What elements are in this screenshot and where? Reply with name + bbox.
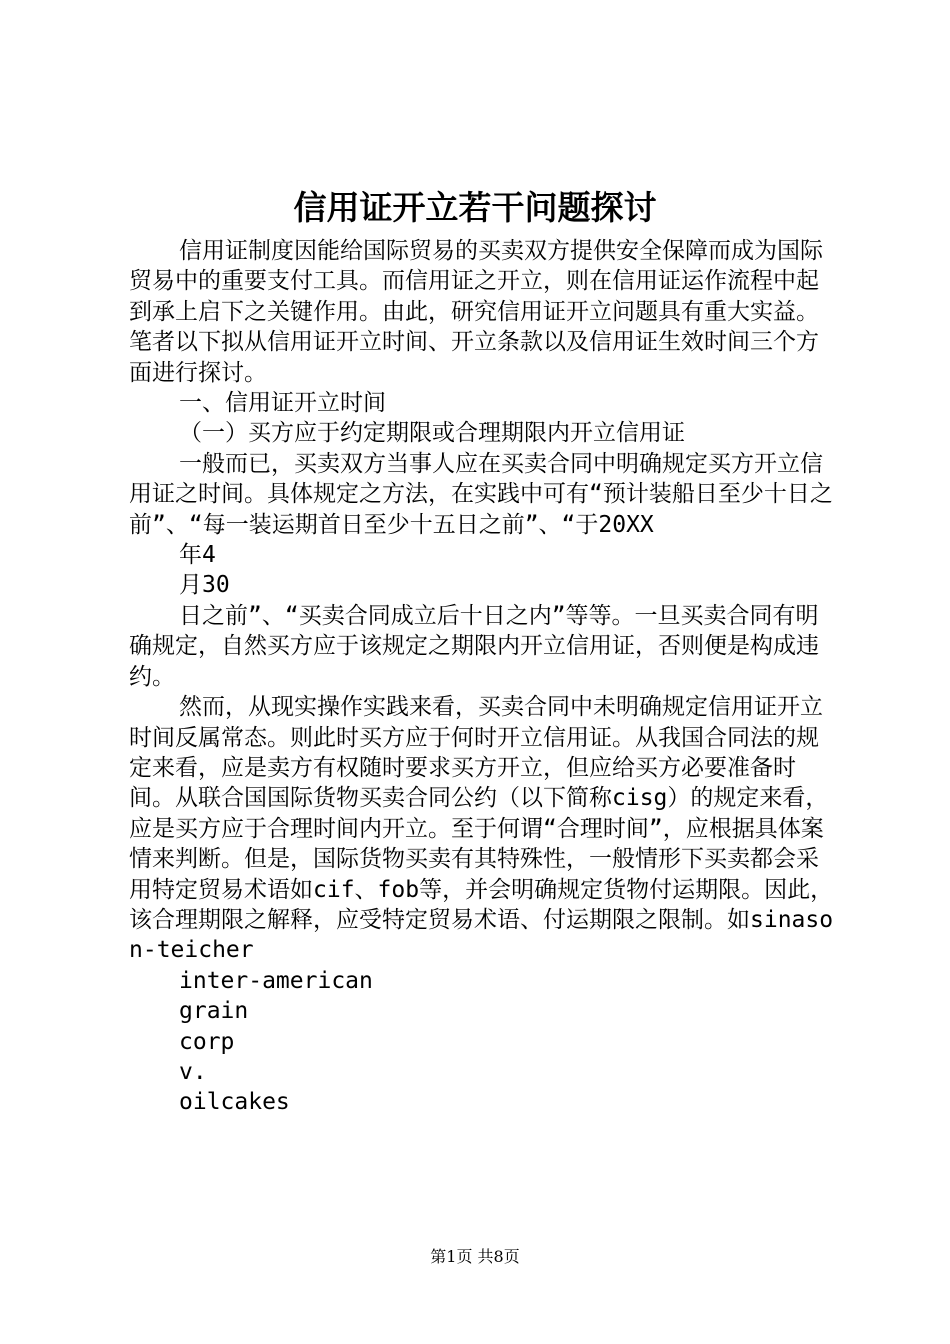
body-line: corp bbox=[179, 1028, 235, 1055]
page-footer: 第1页 共8页 bbox=[430, 1247, 520, 1266]
body-line: inter-american bbox=[179, 967, 373, 994]
body-line: oilcakes bbox=[179, 1089, 290, 1116]
body-line: v. bbox=[179, 1058, 207, 1085]
section-heading: 一、信用证开立时间 bbox=[179, 390, 386, 417]
body-paragraph: 一般而已，买卖双方当事人应在买卖合同中明确规定买方开立信用证之时间。具体规定之方法，在实践中可有“预计装船日至少十日之前”、“每一装运期首日至少十五日之前”、“于20XX bbox=[129, 450, 833, 538]
body-paragraph: 然而，从现实操作实践来看，买卖合同中未明确规定信用证开立时间反属常态。则此时买方应于何时开立信用证。从我国合同法的规定来看，应是卖方有权随时要求买方开立，但应给买方必要准备时间。从联合国国际货物买卖合同公约（以下简称cisg）的规定来看，应是买方应于合理时间内开立。至于何谓“合理时间”，应根据具体案情来判断。但是，国际货物买卖有其特殊性，一般情形下买卖都会采用特定贸易术语如cif、fob等，并会明确规定货物付运期限。因此，该合理期限之解释，应受特定贸易术语、付运期限之限制。如sinason-teicher bbox=[129, 694, 834, 964]
body-line: 月30 bbox=[179, 572, 230, 599]
body-line: grain bbox=[179, 998, 249, 1025]
subsection-heading: （一）买方应于约定期限或合理期限内开立信用证 bbox=[179, 420, 685, 447]
document-body bbox=[129, 236, 835, 1118]
body-line: 年4 bbox=[179, 542, 216, 569]
body-paragraph: 日之前”、“买卖合同成立后十日之内”等等。一旦买卖合同有明确规定，自然买方应于该规定之期限内开立信用证，否则便是构成违约。 bbox=[129, 602, 819, 690]
document-title: 信用证开立若干问题探讨 bbox=[293, 188, 657, 227]
intro-paragraph: 信用证制度因能给国际贸易的买卖双方提供安全保障而成为国际贸易中的重要支付工具。而信用证之开立，则在信用证运作流程中起到承上启下之关键作用。由此，研究信用证开立问题具有重大实益。笔者以下拟从信用证开立时间、开立条款以及信用证生效时间三个方面进行探讨。 bbox=[129, 238, 823, 386]
